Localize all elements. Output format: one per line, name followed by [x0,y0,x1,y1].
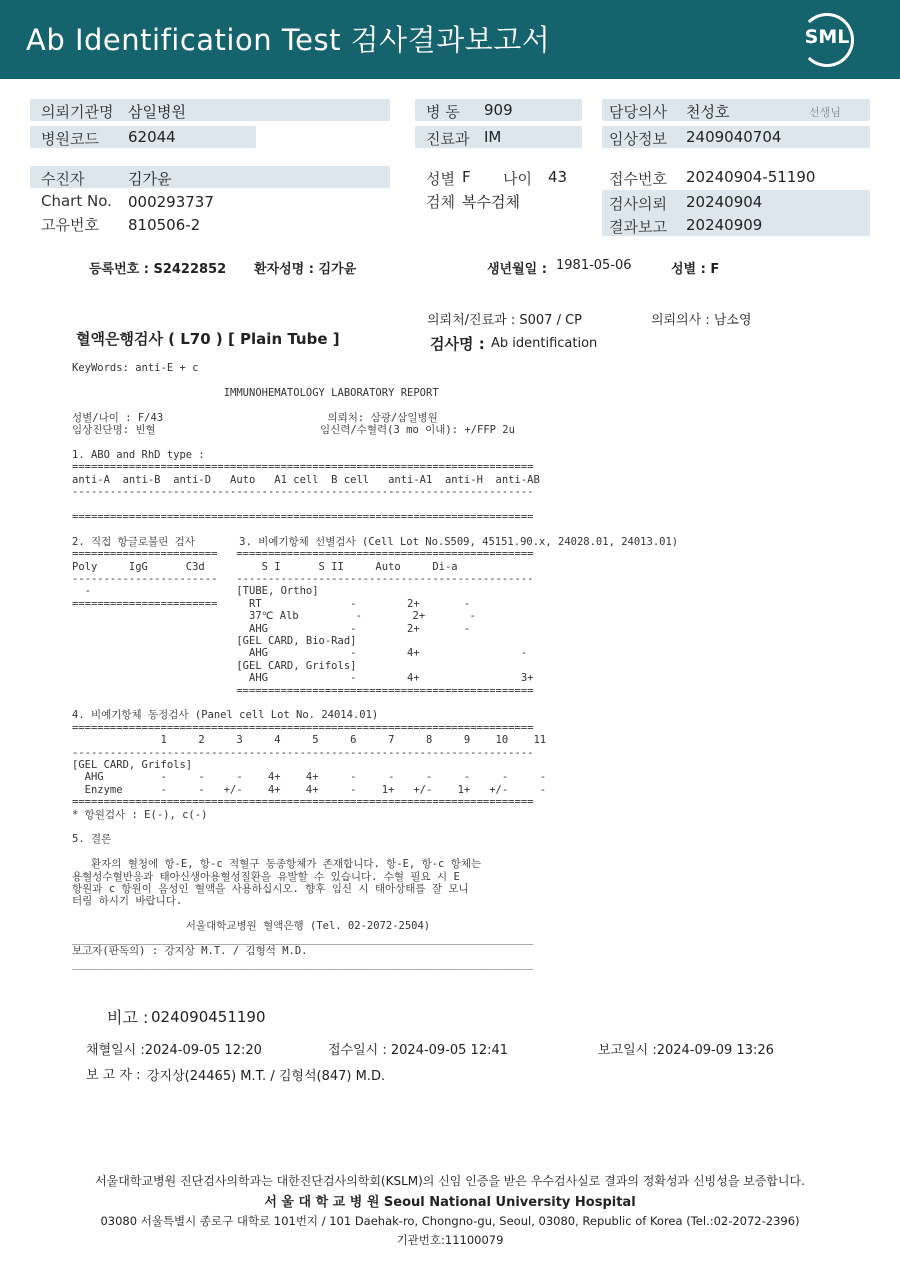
report-line: - [TUBE, Ortho] [72,585,319,598]
test-name-label: 검사명 : [430,335,485,353]
report-line: 성별/나이 : F/43 의뢰처: 삼광/삼일병원 [72,411,438,424]
report-line: 용혈성수혈반응과 태아신생아용혈성질환을 유발할 수 있습니다. 수혈 필요 시 E [72,870,460,883]
lab-report-body [72,362,678,970]
receipt-time: 접수일시 : 2024-09-05 12:41 [328,1043,509,1058]
report-line: 임상진단명: 빈혈 임신력/수혈력(3 mo 이내): +/FFP 2u [72,424,515,437]
ward-label: 병 동 [426,103,460,121]
footer-hospital-name: 서 울 대 학 교 병 원 Seoul National University Hospital [264,1195,636,1210]
clinical-value: 2409040704 [686,128,782,146]
specimen-value: 복수검체 [462,193,520,211]
report-line: AHG - 4+ 3+ [72,672,534,685]
report-line: ========================================================================= [72,721,534,734]
dept-label: 진료과 [426,130,470,148]
report-line [72,908,678,920]
patient-name: 환자성명 : 김가윤 [254,262,357,277]
report-time: 보고일시 :2024-09-09 13:26 [598,1043,774,1058]
report-line: AHG - - - 4+ 4+ - - - - - - [72,771,547,784]
reporter-label: 보 고 자 : [86,1068,141,1083]
report-line: KeyWords: anti-E + c [72,362,199,374]
report-line: 1 2 3 4 5 6 7 8 9 10 11 [72,734,547,747]
report-line [72,436,678,448]
receipt-label: 접수번호 [609,170,667,188]
report-line: [GEL CARD, Bio-Rad] [72,634,357,647]
reporter-value: 강지상(24465) M.T. / 김형석(847) M.D. [147,1069,386,1084]
clinical-label: 임상정보 [609,130,667,148]
report-line: 5. 결론 [72,833,112,846]
code-value: 62044 [128,128,176,146]
receipt-value: 20240904-51190 [686,168,816,186]
report-line [72,697,678,709]
ward-value: 909 [484,101,513,119]
footer-certification: 서울대학교병원 진단검사의학과는 대한진단검사의학회(KSLM)의 신임 인증을 받은 우수검사실로 결과의 정확성과 신빙성을 보증합니다. [95,1174,805,1188]
report-line: [GEL CARD, Grifols] [72,759,193,771]
report-line: 서울대학교병원 혈액은행 (Tel. 02-2072-2504) [72,920,431,933]
age-label: 나이 [503,170,532,188]
examinee-value: 김가윤 [128,170,172,188]
patient-sex: 성별 : F [671,262,720,277]
uid-value: 810506-2 [128,216,201,234]
report-line: 환자의 혈청에 항-E, 항-c 적혈구 동종항체가 존재합니다. 항-E, 항-c 항체는 [72,858,482,871]
report-header [0,0,900,79]
note-label: 비고 : [107,1008,149,1027]
specimen-label: 검체 [426,193,455,211]
footer-institution-code: 기관번호:11100079 [396,1233,504,1247]
report-line: [GEL CARD, Grifols] [72,659,357,672]
doctor-label: 담당의사 [609,103,667,121]
report-line [72,821,678,833]
report-line: ----------------------- ----------------------------------------------- [72,572,534,585]
report-title: Ab Identification Test 검사결과보고서 [26,23,551,57]
report-line: * 항원검사 : E(-), c(-) [72,808,208,821]
age-value: 43 [548,168,568,186]
test-name-value: Ab identification [491,336,598,351]
report-line: ========================================================================= [72,796,534,809]
report-date-value: 20240909 [686,216,763,234]
dept-value: IM [484,128,502,146]
examinee-label: 수진자 [41,170,85,188]
report-line: 터링 하시기 바랍니다. [72,895,183,908]
code-label: 병원코드 [41,130,99,148]
report-line: ------------------------------------------------------------------------- [72,746,534,759]
report-line: Poly IgG C3d S I S II Auto Di-a [72,560,458,573]
dob-value: 1981-05-06 [556,258,632,273]
report-line: 항원과 c 항원이 음성인 혈액을 사용하십시오. 향후 임신 시 태아상태를 잘 모니 [72,883,469,896]
report-line [72,846,678,858]
sml-logo [800,13,852,65]
dob-label: 생년월일 : [487,262,547,277]
report-line: 2. 직접 항글로불린 검사 3. 비예기항체 선별검사 (Cell Lot No.S509, 45151.90.x, 24028.01, 24013.01) [72,535,679,548]
blood-bank-title: 혈액은행검사 ( L70 ) [ Plain Tube ] [76,330,340,348]
report-line: AHG - 4+ - [72,647,528,660]
hospital-label: 의뢰기관명 [41,103,114,121]
sex-value: F [462,168,471,186]
chart-label: Chart No. [41,192,112,210]
report-line [72,374,678,386]
chart-value: 000293737 [128,193,214,211]
report-line: 37℃ Alb - 2+ - [72,610,476,623]
referring-dept: 의뢰처/진료과 : S007 / CP [427,313,582,328]
report-line [72,498,678,510]
doctor-value: 천성호 [686,103,730,121]
report-line: IMMUNOHEMATOLOGY LABORATORY REPORT [72,386,439,399]
report-line: _________________________________________________________________________ [72,957,534,970]
registration-number: 등록번호 : S2422852 [89,262,227,277]
uid-label: 고유번호 [41,216,99,234]
report-line: ------------------------------------------------------------------------- [72,486,534,499]
report-date-label: 결과보고 [609,218,667,236]
collection-time: 채혈일시 :2024-09-05 12:20 [86,1043,262,1058]
sex-label: 성별 [426,170,455,188]
report-line: 1. ABO and RhD type : [72,448,205,461]
report-line: Enzyme - - +/- 4+ 4+ - 1+ +/- 1+ +/- - [72,783,547,796]
request-label: 검사의뢰 [609,195,667,213]
logo-text: SML [804,26,850,48]
report-line: _________________________________________________________________________ [72,932,534,945]
report-line [72,523,678,535]
report-line: ========================================================================= [72,461,534,474]
report-line: =============================================== [72,684,534,697]
report-line: 보고자(판독의) : 강지상 M.T. / 김형석 M.D. [72,945,308,958]
report-line: ========================================================================= [72,510,534,523]
referring-doctor: 의뢰의사 : 남소영 [651,313,752,328]
report-line: ======================= RT - 2+ - [72,597,471,610]
note-value: 024090451190 [151,1008,266,1026]
report-line: ======================= =============================================== [72,548,534,561]
report-line [72,399,678,411]
hospital-value: 삼일병원 [128,103,186,121]
report-line: AHG - 2+ - [72,622,471,635]
footer-address: 03080 서울특별시 종로구 대학로 101번지 / 101 Daehak-ro, Chongno-gu, Seoul, 03080, Republic of Korea (Tel.:02-2072-2396) [100,1214,800,1228]
request-value: 20240904 [686,193,763,211]
doctor-suffix: 선생님 [809,106,841,119]
report-line: 4. 비예기항체 동정검사 (Panel cell Lot No. 24014.01) [72,709,379,722]
report-line: anti-A anti-B anti-D Auto A1 cell B cell anti-A1 anti-H anti-AB [72,473,540,486]
